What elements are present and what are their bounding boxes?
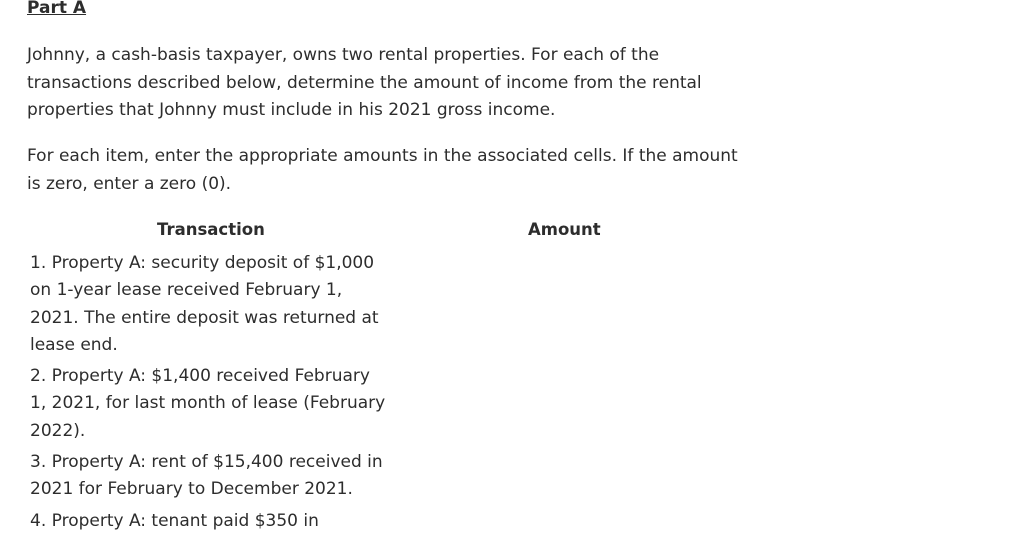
transaction-item-2: 2. Property A: $1,400 received February 1, 2021, for last month of lease (February 2022).	[30, 366, 386, 441]
transaction-item-1: 1. Property A: security deposit of $1,000 on 1-year lease received February 1, 2021. The entire deposit was returned at lease end.	[30, 253, 379, 355]
transaction-item-4: 4. Property A: tenant paid $350 in	[30, 510, 319, 531]
transaction-item-3: 3. Property A: rent of $15,400 received in 2021 for February to December 2021.	[30, 452, 383, 500]
amount-column-header: Amount	[528, 220, 601, 239]
instructions-paragraph: For each item, enter the appropriate amounts in the associated cells. If the amount is zero, enter a zero (0).	[27, 146, 738, 194]
transaction-column-header: Transaction	[157, 220, 265, 239]
part-title: Part A	[27, 0, 87, 18]
transaction-list	[30, 250, 390, 539]
intro-paragraph: Johnny, a cash-basis taxpayer, owns two rental properties. For each of the transactions described below, determine the amount of income from the rental properties that Johnny must include in his 2021 gross income.	[27, 45, 702, 120]
